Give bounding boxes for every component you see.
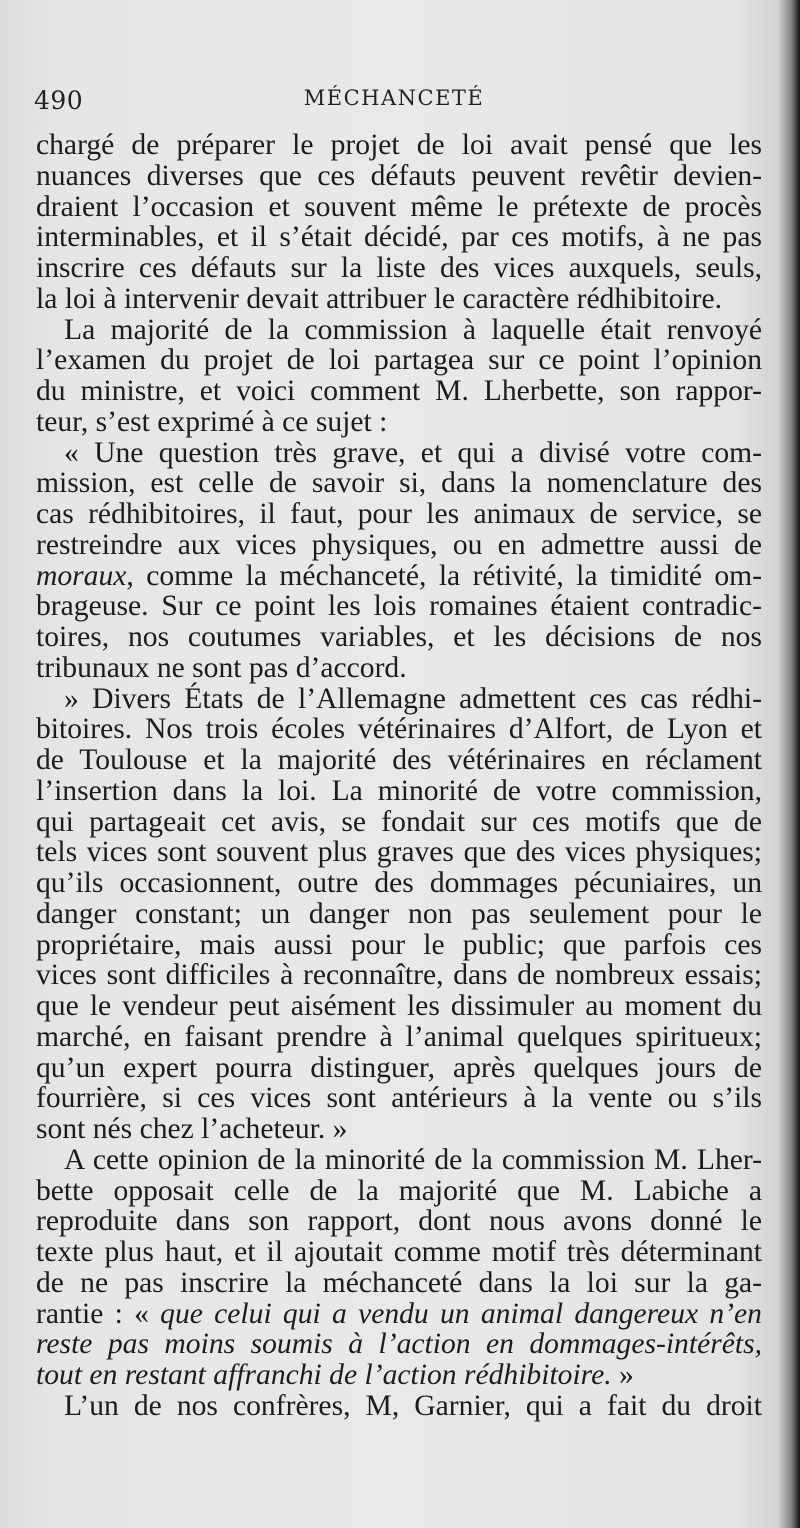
text-line: du ministre, et voici comment M. Lherbette, son rappor- — [36, 375, 762, 407]
text-line-start: rantie : « — [36, 1297, 161, 1330]
italic-quote: que celui qui a vendu un animal dangereux n’en — [160, 1297, 762, 1330]
page-number: 490 — [34, 86, 84, 115]
text-line: L’un de nos confrères, M, Garnier, qui a fait du droit — [64, 1389, 762, 1422]
text-line-rest: , comme la méchanceté, la rétivité, la timidité om- — [126, 559, 762, 592]
text-line: brageuse. Sur ce point les lois romaines étaient contradic- — [36, 590, 762, 623]
text-line: cas rédhibitoires, il faut, pour les animaux de service, se — [36, 498, 762, 530]
text-line: mission, est celle de savoir si, dans la nomenclature des — [36, 467, 762, 500]
text-line: bitoires. Nos trois écoles vétérinaires d’Alfort, de Lyon et — [36, 713, 762, 746]
book-spine-shadow — [778, 0, 800, 1528]
text-line: vices sont difficiles à reconnaître, dans de nombreux essais; — [36, 959, 762, 992]
text-line: tels vices sont souvent plus graves que des vices physiques; — [36, 836, 762, 869]
body-text — [36, 130, 762, 1422]
text-line: restreindre aux vices physiques, ou en admettre aussi de — [36, 528, 762, 561]
text-line: fourrière, si ces vices sont antérieurs à la vente ou s’ils — [36, 1082, 762, 1115]
running-title: MÉCHANCETÉ — [303, 86, 485, 110]
text-line: tribunaux ne sont pas d’accord. — [36, 651, 407, 684]
text-line: de ne pas inscrire la méchanceté dans la loi sur la ga- — [36, 1266, 762, 1299]
text-line: interminables, et il s’était décidé, par ces motifs, à ne pas — [36, 221, 762, 254]
text-line: draient l’occasion et souvent même le prétexte de procès — [36, 190, 762, 223]
text-line: propriétaire, mais aussi pour le public; que parfois ces — [36, 928, 762, 961]
text-line: « Une question très grave, et qui a divisé votre com- — [64, 436, 762, 469]
text-line-with-italic — [36, 1299, 762, 1330]
text-line: marché, en faisant prendre à l’animal quelques spiritueux; — [36, 1020, 762, 1053]
closing-guillemet: » — [611, 1359, 634, 1391]
text-line: la loi à intervenir devait attribuer le caractère rédhibitoire. — [36, 282, 723, 315]
text-line: de Toulouse et la majorité des vétérinaires en réclament — [36, 744, 762, 776]
text-line: qui partageait cet avis, se fondait sur ces motifs que de — [36, 805, 762, 838]
text-line: teur, s’est exprimé à ce sujet : — [36, 405, 388, 438]
text-line: sont nés chez l’acheteur. » — [36, 1113, 348, 1145]
text-line: reproduite dans son rapport, dont nous avons donné le — [36, 1205, 762, 1238]
text-line: La majorité de la commission à laquelle était renvoyé — [64, 313, 762, 346]
italic-word: moraux — [36, 559, 127, 592]
italic-quote: tout en restant affranchi de l’action rédhibitoire. — [36, 1359, 612, 1391]
text-line: bette opposait celle de la majorité que M. Labiche a — [36, 1174, 762, 1207]
text-line: l’insertion dans la loi. La minorité de votre commission, — [36, 774, 762, 807]
text-line: inscrire ces défauts sur la liste des vices auxquels, seuls, — [36, 252, 762, 284]
text-line: » Divers États de l’Allemagne admettent ces cas rédhi- — [64, 682, 762, 715]
text-line: danger constant; un danger non pas seulement pour le — [36, 897, 762, 930]
text-line: qu’ils occasionnent, outre des dommages pécuniaires, un — [36, 867, 762, 899]
text-line: chargé de préparer le projet de loi avait pensé que les — [36, 129, 762, 161]
text-line: l’examen du projet de loi partagea sur ce point l’opinion — [36, 344, 762, 377]
text-line: nuances diverses que ces défauts peuvent revêtir devien- — [36, 159, 762, 192]
text-line-with-italic — [36, 1360, 762, 1391]
page-header — [34, 86, 754, 122]
text-line: A cette opinion de la minorité de la commission M. Lher- — [64, 1143, 762, 1176]
italic-text-line: reste pas moins soumis à l’action en dommages-intérêts, — [36, 1328, 762, 1361]
text-line: toires, nos coutumes variables, et les décisions de nos — [36, 621, 762, 653]
text-line: que le vendeur peut aisément les dissimuler au moment du — [36, 990, 762, 1022]
text-line: qu’un expert pourra distinguer, après quelques jours de — [36, 1051, 762, 1084]
text-line-with-italic — [36, 561, 762, 592]
text-line: texte plus haut, et il ajoutait comme motif très déterminant — [36, 1236, 762, 1268]
